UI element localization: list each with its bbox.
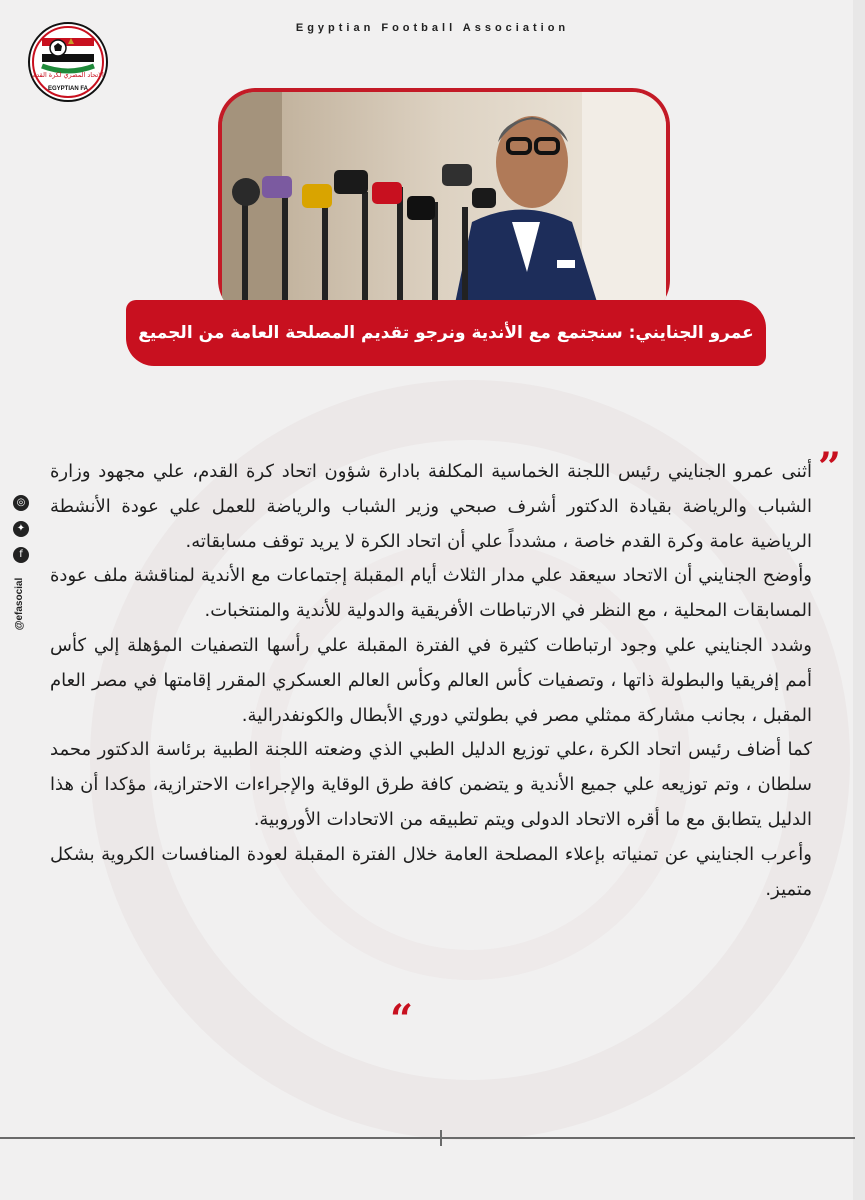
close-quote-icon: “: [390, 996, 414, 1043]
headline-text: عمرو الجنايني: سنجتمع مع الأندية ونرجو تقديم المصلحة العامة من الجميع: [138, 323, 754, 343]
headline-banner: [126, 300, 766, 366]
photo-frame: [218, 88, 670, 318]
open-quote-icon: ”: [818, 444, 842, 491]
article-paragraph: وشدد الجنايني علي وجود ارتباطات كثيرة في الفترة المقبلة علي رأسها التصفيات المؤهلة إلي كأس أمم إفريقيا والبطولة ذاتها ، وتصفيات كأس العالم وكأس العالم العسكري المقرر إقامتها في مصر العام المقبل ، بجانب مشاركة ممثلي مصر في بطولتي دوري الأبطال والكونفدرالية.: [50, 634, 812, 726]
footer-divider: [0, 1137, 855, 1139]
twitter-icon[interactable]: ✦: [13, 521, 29, 537]
efa-logo: [28, 22, 108, 102]
social-handle: @efasocial: [14, 577, 25, 631]
instagram-icon[interactable]: ◎: [13, 495, 29, 511]
footer-divider-tick: [440, 1130, 442, 1146]
page-title: Egyptian Football Association: [295, 22, 570, 34]
social-links: [10, 495, 32, 635]
article-paragraph: أثنى عمرو الجنايني رئيس اللجنة الخماسية المكلفة بادارة شؤون اتحاد كرة القدم، علي مجهود وزارة الشباب والرياضة بقيادة الدكتور أشرف صبحي وزير الشباب والرياضة للعمل علي عودة الأنشطة الرياضية عامة وكرة القدم خاصة ، مشدداً علي أن اتحاد الكرة لا يريد توقف مسابقاته.: [50, 461, 812, 552]
article-body: [50, 455, 812, 907]
facebook-icon[interactable]: f: [13, 547, 29, 563]
right-edge-band: [853, 0, 865, 1200]
article-paragraph: كما أضاف رئيس اتحاد الكرة ،علي توزيع الدليل الطبي الذي وضعته اللجنة الطبية برئاسة الدكتور محمد سلطان ، وتم توزيعه علي جميع الأندية و يتضمن كافة طرق الوقاية والإجراءات الاحترازية، مؤكدا أن هذا الدليل يتطابق مع ما أقره الاتحاد الدولى ويتم تطبيقه من الاتحادات الأوروبية.: [50, 739, 812, 830]
press-conference-photo: [222, 92, 666, 318]
article-paragraph: وأوضح الجنايني أن الاتحاد سيعقد علي مدار الثلاث أيام المقبلة إجتماعات مع الأندية لمناقشة ملف عودة المسابقات المحلية ، مع النظر في الارتباطات الأفريقية والدولية للأندية والمنتخبات.: [50, 565, 812, 622]
svg-text:الاتحاد المصري لكرة القدم: الاتحاد المصري لكرة القدم: [32, 71, 104, 79]
article-paragraph: وأعرب الجنايني عن تمنياته بإعلاء المصلحة العامة خلال الفترة المقبلة لعودة المنافسات الكروية بشكل متميز.: [50, 843, 812, 900]
svg-text:EGYPTIAN FA: EGYPTIAN FA: [47, 86, 89, 92]
